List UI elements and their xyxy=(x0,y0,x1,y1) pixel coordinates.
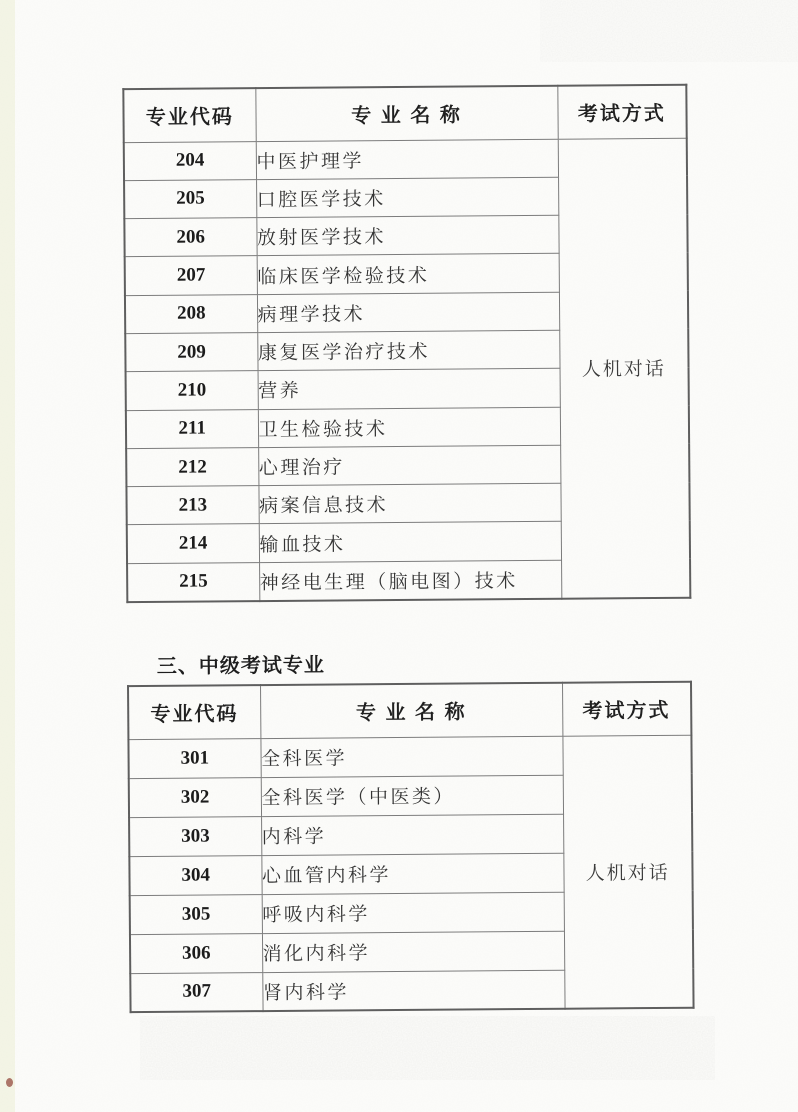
exam-table-1 xyxy=(122,84,691,603)
name-cell: 心血管内科学 xyxy=(261,853,563,894)
name-cell: 口腔医学技术 xyxy=(256,177,558,218)
code-cell: 205 xyxy=(124,179,256,218)
exam-method-cell: 人机对话 xyxy=(558,138,691,599)
name-cell: 消化内科学 xyxy=(262,931,564,972)
code-cell: 213 xyxy=(126,486,258,525)
name-cell: 营养 xyxy=(258,369,560,410)
column-header-method: 考试方式 xyxy=(562,682,691,736)
code-cell: 304 xyxy=(129,855,261,895)
column-header-method: 考试方式 xyxy=(557,85,686,139)
code-cell: 302 xyxy=(129,777,261,817)
code-cell: 305 xyxy=(130,894,262,934)
code-cell: 212 xyxy=(126,447,258,486)
table-row xyxy=(124,138,687,181)
code-cell: 207 xyxy=(125,256,257,295)
code-cell: 209 xyxy=(125,333,257,372)
exam-table-2 xyxy=(127,681,695,1013)
name-cell: 病理学技术 xyxy=(257,292,559,333)
code-cell: 301 xyxy=(128,738,260,778)
column-header-code: 专业代码 xyxy=(123,88,255,142)
code-cell: 303 xyxy=(129,816,261,856)
name-cell: 内科学 xyxy=(261,814,563,855)
name-cell: 放射医学技术 xyxy=(256,215,558,256)
code-cell: 307 xyxy=(130,972,262,1012)
name-cell: 病案信息技术 xyxy=(258,483,560,524)
name-cell: 临床医学检验技术 xyxy=(257,254,559,295)
table-header-row xyxy=(123,85,686,142)
column-header-name: 专 业 名 称 xyxy=(255,86,557,141)
name-cell: 神经电生理（脑电图）技术 xyxy=(259,560,561,601)
table-header-row xyxy=(128,682,691,739)
code-cell: 206 xyxy=(124,218,256,257)
name-cell: 中医护理学 xyxy=(256,139,558,180)
section-title: 三、中级考试专业 xyxy=(156,654,325,678)
name-cell: 康复医学治疗技术 xyxy=(257,330,559,371)
name-cell: 卫生检验技术 xyxy=(258,407,560,448)
code-cell: 215 xyxy=(127,562,259,601)
code-cell: 210 xyxy=(126,371,258,410)
name-cell: 肾内科学 xyxy=(262,970,564,1011)
name-cell: 全科医学 xyxy=(260,736,562,777)
column-header-code: 专业代码 xyxy=(128,685,260,739)
name-cell: 呼吸内科学 xyxy=(262,892,564,933)
name-cell: 输血技术 xyxy=(259,522,561,563)
column-header-name: 专 业 名 称 xyxy=(260,683,562,738)
code-cell: 208 xyxy=(125,294,257,333)
name-cell: 心理治疗 xyxy=(258,445,560,486)
code-cell: 214 xyxy=(127,524,259,563)
code-cell: 204 xyxy=(124,141,256,180)
table-row xyxy=(128,735,691,778)
exam-method-cell: 人机对话 xyxy=(562,735,693,1009)
name-cell: 全科医学（中医类） xyxy=(261,775,563,816)
code-cell: 211 xyxy=(126,409,258,448)
code-cell: 306 xyxy=(130,933,262,973)
